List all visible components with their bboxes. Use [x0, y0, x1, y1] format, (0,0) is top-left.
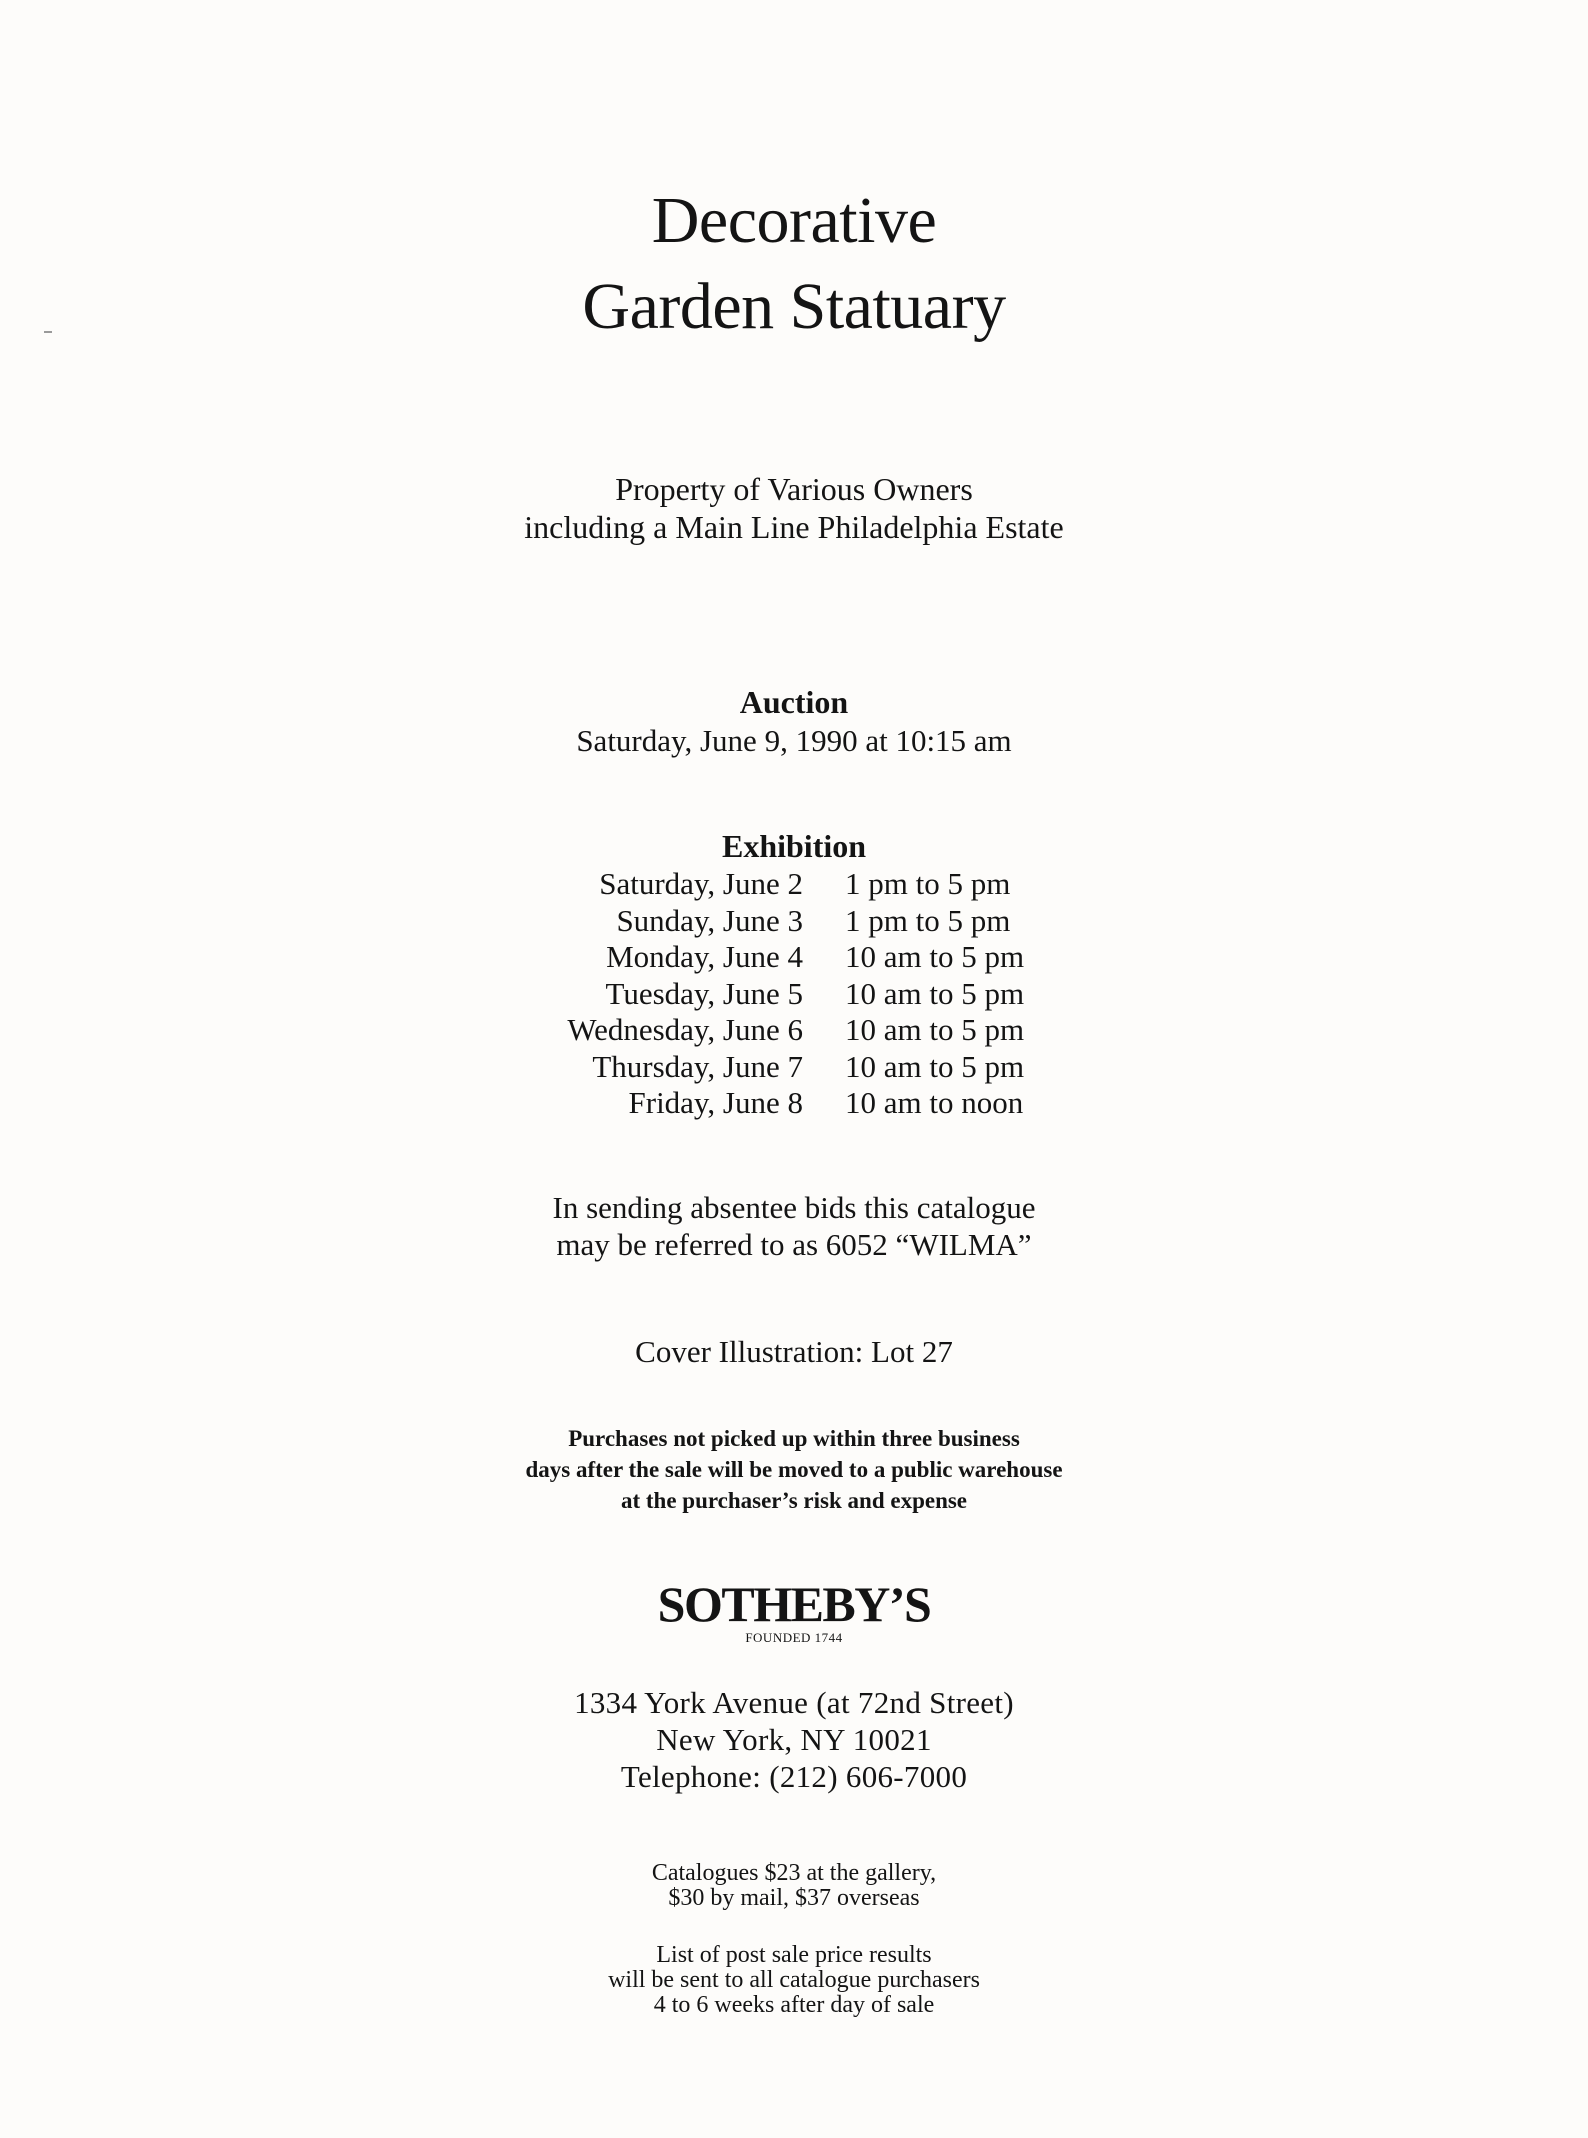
cover-illustration-note: Cover Illustration: Lot 27: [635, 1334, 953, 1369]
pickup-notice: [0, 1423, 1588, 1516]
auction-section: [0, 682, 1588, 760]
prices-line-1: Catalogues $23 at the gallery,: [651, 1860, 937, 1886]
title-line-2: Garden Statuary: [582, 270, 1006, 343]
schedule-day: Saturday, June 2: [599, 866, 803, 901]
address-street: 1334 York Avenue (at 72nd Street): [574, 1685, 1014, 1720]
results-line-3: 4 to 6 weeks after day of sale: [653, 1992, 935, 2018]
schedule-hours: 10 am to 5 pm: [845, 975, 1025, 1011]
address-phone: Telephone: (212) 606-7000: [620, 1759, 968, 1794]
gallery-address: [0, 1684, 1588, 1795]
schedule-hours: 10 am to 5 pm: [845, 1012, 1025, 1047]
schedule-row: [0, 1085, 1588, 1122]
schedule-hours: 10 am to 5 pm: [845, 939, 1025, 974]
schedule-day: Monday, June 4: [606, 939, 803, 974]
schedule-row: [0, 866, 1588, 903]
auction-datetime: Saturday, June 9, 1990 at 10:15 am: [576, 723, 1012, 758]
schedule-hours: 10 am to noon: [845, 1085, 1024, 1120]
absentee-line-1: In sending absentee bids this catalogue: [552, 1190, 1036, 1225]
schedule-day: Wednesday, June 6: [567, 1012, 803, 1047]
schedule-row: [0, 903, 1588, 940]
schedule-row: [0, 939, 1588, 976]
title-line-1: Decorative: [651, 184, 937, 257]
schedule-hours: 1 pm to 5 pm: [845, 866, 1011, 901]
schedule-row: [0, 976, 1588, 1013]
subtitle-line-1: Property of Various Owners: [615, 471, 973, 507]
subtitle-line-2: including a Main Line Philadelphia Estate: [524, 509, 1064, 545]
founded-tagline: FOUNDED 1744: [745, 1630, 843, 1645]
catalogue-prices: [0, 1861, 1588, 1911]
schedule-day: Sunday, June 3: [616, 902, 803, 938]
schedule-day: Thursday, June 7: [592, 1048, 803, 1084]
sothebys-logo: SOTHEBY’S: [657, 1576, 931, 1632]
schedule-hours: 1 pm to 5 pm: [845, 902, 1011, 938]
exhibition-section: [0, 826, 1588, 866]
schedule-day: Tuesday, June 5: [605, 975, 803, 1011]
schedule-hours: 10 am to 5 pm: [845, 1048, 1025, 1084]
notice-line-3: at the purchaser’s risk and expense: [620, 1488, 968, 1513]
schedule-day: Friday, June 8: [628, 1085, 803, 1120]
absentee-bids-note: [0, 1189, 1588, 1263]
exhibition-heading: Exhibition: [721, 828, 867, 864]
property-subtitle: [0, 470, 1588, 546]
results-line-1: List of post sale price results: [656, 1942, 932, 1968]
notice-line-1: Purchases not picked up within three business: [568, 1426, 1020, 1451]
absentee-line-2: may be referred to as 6052 “WILMA”: [556, 1227, 1032, 1262]
results-line-2: will be sent to all catalogue purchasers: [608, 1967, 980, 1993]
schedule-row: [0, 1012, 1588, 1049]
schedule-row: [0, 1049, 1588, 1086]
address-city: New York, NY 10021: [656, 1722, 932, 1757]
prices-line-2: $30 by mail, $37 overseas: [668, 1885, 920, 1911]
auction-heading: Auction: [739, 684, 849, 720]
notice-line-2: days after the sale will be moved to a public warehouse: [525, 1457, 1063, 1482]
exhibition-schedule: [0, 866, 1588, 1122]
price-results-note: [0, 1943, 1588, 2018]
catalogue-title: [0, 178, 1588, 350]
